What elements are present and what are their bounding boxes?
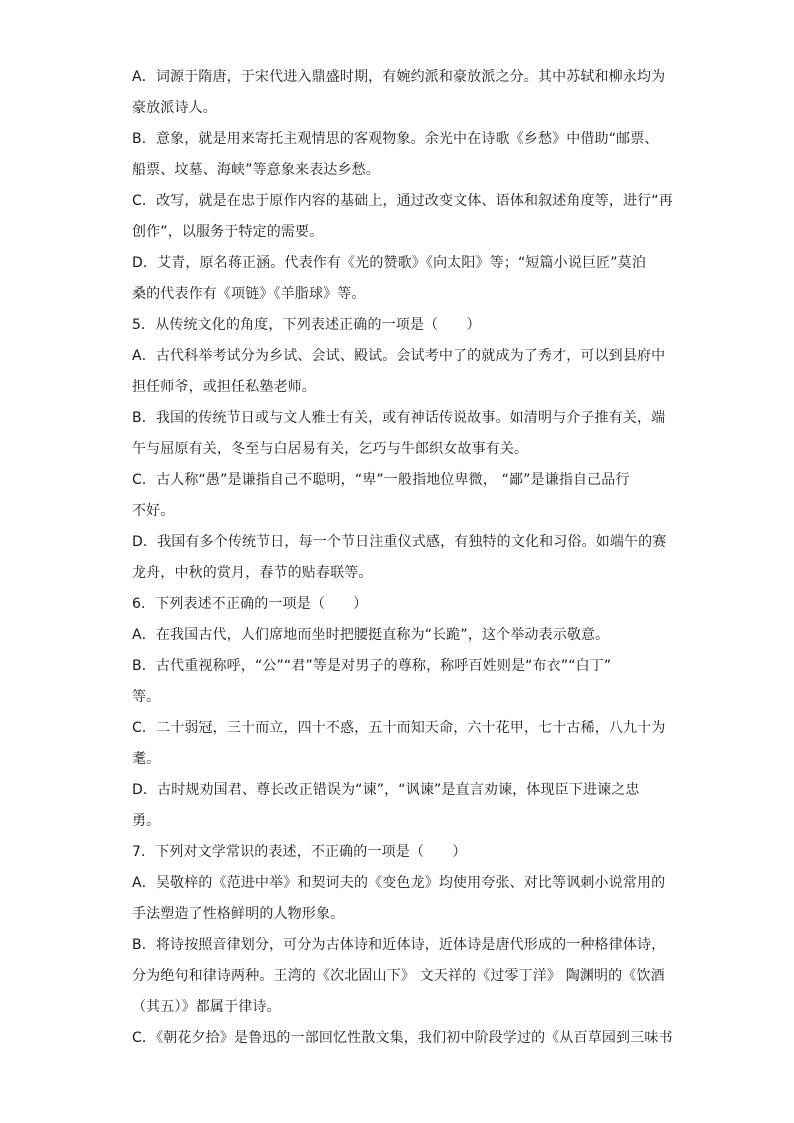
text-line: 船票、坟墓、海峡”等意象来表达乡愁。	[132, 162, 380, 178]
question-6-stem: 6．下列表述不正确的一项是（ ）	[132, 596, 368, 612]
text-line: 等。	[132, 689, 161, 705]
text-line: 桑的代表作有《项链》《羊脂球》等。	[132, 286, 366, 302]
text-line: C．二十弱冠，三十而立，四十不惑，五十而知天命，六十花甲，七十古稀，八九十为	[132, 720, 666, 736]
text-line: 创作”，以服务于特定的需要。	[132, 224, 324, 240]
text-line: 午与屈原有关，冬至与白居易有关，乞巧与牛郎织女故事有关。	[132, 441, 529, 457]
text-line: 不好。	[132, 503, 175, 519]
text-line: A．在我国古代，人们席地而坐时把腰挺直称为“长跪”，这个举动表示敬意。	[132, 627, 610, 643]
text-line: A．词源于隋唐，于宋代进入鼎盛时期，有婉约派和豪放派之分。其中苏轼和柳永均为	[132, 69, 666, 85]
text-line: （其五）》都属于律诗。	[132, 999, 281, 1015]
text-line: 分为绝句和律诗两种。王湾的《次北固山下》 文天祥的《过零丁洋》 陶渊明的《饮酒	[132, 968, 665, 984]
text-line: 手法塑造了性格鲜明的人物形象。	[132, 906, 345, 922]
text-line: B．意象，就是用来寄托主观情思的客观物象。余光中在诗歌《乡愁》中借助“邮票、	[132, 131, 659, 147]
text-line: C．古人称“愚”是谦指自己不聪明，“卑”一般指地位卑微， “鄙”是谦指自己品行	[132, 472, 630, 488]
text-line: A．古代科举考试分为乡试、会试、殿试。会试考中了的就成为了秀才，可以到县府中	[132, 348, 666, 364]
text-line: 勇。	[132, 813, 161, 829]
text-line: 耄。	[132, 751, 161, 767]
text-line: D．艾青，原名蒋正涵。代表作有《光的赞歌》《向太阳》等；“短篇小说巨匠”莫泊	[132, 255, 646, 271]
text-line: C．《朝花夕拾》是鲁迅的一部回忆性散文集，我们初中阶段学过的《从百草园到三味书	[132, 1030, 673, 1046]
question-7-stem: 7．下列对文学常识的表述，不正确的一项是（ ）	[132, 844, 467, 860]
text-line: C．改写，就是在忠于原作内容的基础上，通过改变文体、语体和叙述角度等，进行“再	[132, 193, 673, 209]
text-line: B．我国的传统节日或与文人雅士有关，或有神话传说故事。如清明与介子推有关，端	[132, 410, 666, 426]
text-line: B．古代重视称呼，“公”“君”等是对男子的尊称，称呼百姓则是“布衣”“白丁”	[132, 658, 612, 674]
text-line: 龙舟，中秋的赏月，春节的贴春联等。	[132, 565, 373, 581]
question-5-stem: 5．从传统文化的角度，下列表述正确的一项是（ ）	[132, 317, 481, 333]
text-line: D．古时规劝国君、尊长改正错误为“谏”，“讽谏”是直言劝谏，体现臣下进谏之忠	[132, 782, 640, 798]
text-line: B．将诗按照音律划分，可分为古体诗和近体诗，近体诗是唐代形成的一种格律体诗，	[132, 937, 666, 953]
text-line: D．我国有多个传统节日，每一个节日注重仪式感，有独特的文化和习俗。如端午的赛	[132, 534, 667, 550]
text-line: A．吴敬梓的《范进中举》和契诃夫的《变色龙》均使用夸张、对比等讽刺小说常用的	[132, 875, 666, 891]
text-line: 豪放派诗人。	[132, 100, 217, 116]
text-line: 担任师爷，或担任私塾老师。	[132, 379, 316, 395]
exam-text-block	[132, 62, 673, 1054]
